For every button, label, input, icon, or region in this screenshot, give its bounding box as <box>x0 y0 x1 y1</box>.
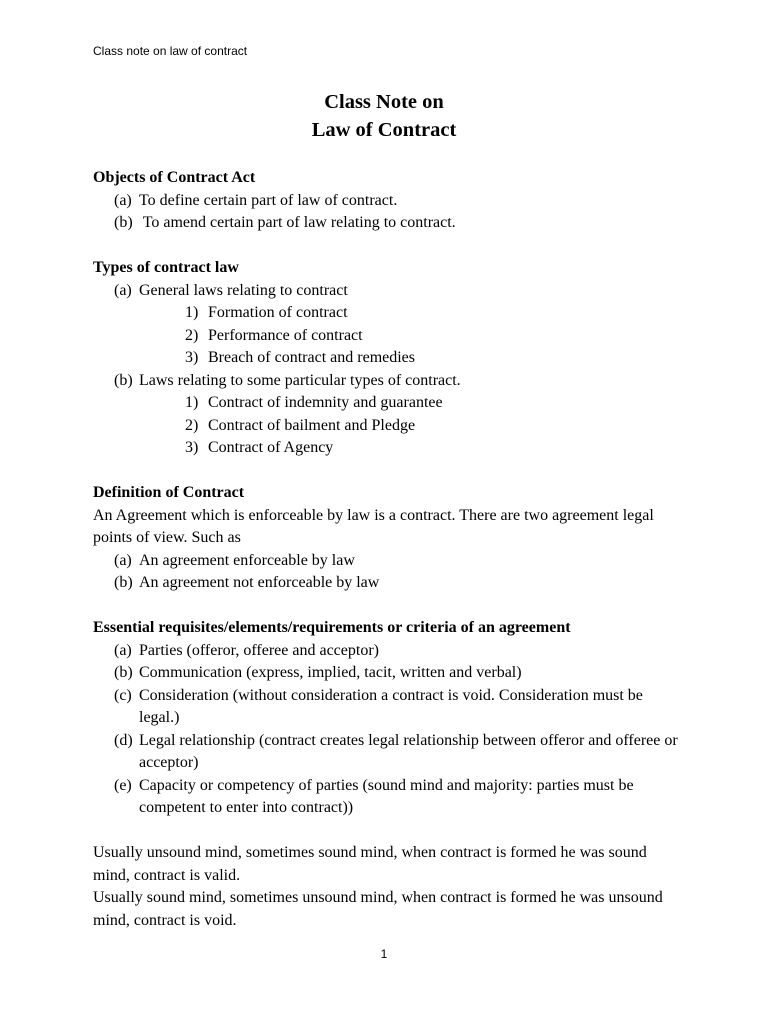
list-marker: 2) <box>185 326 199 344</box>
types-section <box>93 257 683 460</box>
list-marker: (a) <box>114 641 132 659</box>
spacer <box>93 820 683 843</box>
list-item <box>93 775 683 820</box>
list-item <box>93 662 683 685</box>
list-item-text: Contract of indemnity and guarantee <box>208 394 443 411</box>
objects-section <box>93 167 683 235</box>
list-marker: 1) <box>185 304 199 321</box>
list-marker: 3) <box>185 439 199 456</box>
list-marker: 3) <box>185 349 199 366</box>
essentials-section <box>93 617 683 820</box>
sub-list-item <box>93 347 683 370</box>
list-item <box>93 685 683 730</box>
list-item <box>93 280 683 303</box>
list-marker: 1) <box>185 394 199 411</box>
spacer <box>93 460 683 483</box>
list-marker: (b) <box>114 214 133 231</box>
list-marker: (c) <box>114 686 132 704</box>
list-item <box>93 212 683 235</box>
list-item-text: Formation of contract <box>208 304 348 321</box>
list-item-text: An agreement enforceable by law <box>139 551 355 569</box>
list-item-text: Communication (express, implied, tacit, written and verbal) <box>139 664 522 681</box>
notes-section <box>93 842 683 932</box>
title-line-2: Law of Contract <box>311 119 457 141</box>
sub-list-item <box>93 302 683 325</box>
list-marker: (b) <box>114 664 133 681</box>
list-item-text: Laws relating to some particular types of contract. <box>139 371 461 389</box>
list-item <box>93 370 683 393</box>
page-number: 1 <box>380 947 388 961</box>
list-item-text: Contract of bailment and Pledge <box>208 416 416 434</box>
list-item-text: General laws relating to contract <box>139 281 348 299</box>
essentials-heading: Essential requisites/elements/requirements or criteria of an agreement <box>93 619 571 636</box>
list-item-text: An agreement not enforceable by law <box>139 574 380 591</box>
list-item-text: Performance of contract <box>208 326 363 344</box>
list-item-text: Consideration (without consideration a contract is void. Consideration must be legal.) <box>139 686 643 726</box>
sub-list-item <box>93 325 683 348</box>
list-item <box>93 640 683 663</box>
document-body <box>93 167 683 932</box>
definition-section <box>93 482 683 595</box>
title-line-1: Class Note on <box>324 91 444 113</box>
list-item-text: Capacity or competency of parties (sound mind and majority: parties must be competent to enter into contract)) <box>139 776 634 816</box>
objects-heading: Objects of Contract Act <box>93 169 256 186</box>
list-item <box>93 190 683 213</box>
definition-text: An Agreement which is enforceable by law is a contract. There are two agreement legal points of view. Such as <box>93 506 654 546</box>
list-marker: (b) <box>114 574 133 591</box>
sub-list-item <box>93 437 683 460</box>
list-item <box>93 730 683 775</box>
spacer <box>93 595 683 618</box>
sub-list-item <box>93 415 683 438</box>
types-heading: Types of contract law <box>93 259 239 276</box>
note-paragraph: Usually unsound mind, sometimes sound mind, when contract is formed he was sound mind, contract is valid. <box>93 844 647 884</box>
list-item <box>93 550 683 573</box>
list-marker: (a) <box>114 191 132 209</box>
list-item-text: Contract of Agency <box>208 439 334 456</box>
definition-heading: Definition of Contract <box>93 484 245 501</box>
list-marker: (d) <box>114 731 133 749</box>
list-marker: (a) <box>114 281 132 299</box>
list-marker: 2) <box>185 416 199 434</box>
list-marker: (a) <box>114 551 132 569</box>
note-paragraph: Usually sound mind, sometimes unsound mind, when contract is formed he was unsound mind, contract is void. <box>93 889 663 929</box>
document-title <box>0 88 768 144</box>
list-marker: (b) <box>114 371 133 389</box>
spacer <box>93 235 683 258</box>
list-item <box>93 572 683 595</box>
list-item-text: Legal relationship (contract creates legal relationship between offeror and offeree or acceptor) <box>139 731 678 771</box>
list-item-text: To amend certain part of law relating to contract. <box>139 214 456 231</box>
list-marker: (e) <box>114 776 132 794</box>
list-item-text: Parties (offeror, offeree and acceptor) <box>139 641 379 659</box>
list-item-text: Breach of contract and remedies <box>208 349 416 366</box>
list-item-text: To define certain part of law of contract. <box>139 191 398 209</box>
sub-list-item <box>93 392 683 415</box>
running-header: Class note on law of contract <box>93 44 248 58</box>
